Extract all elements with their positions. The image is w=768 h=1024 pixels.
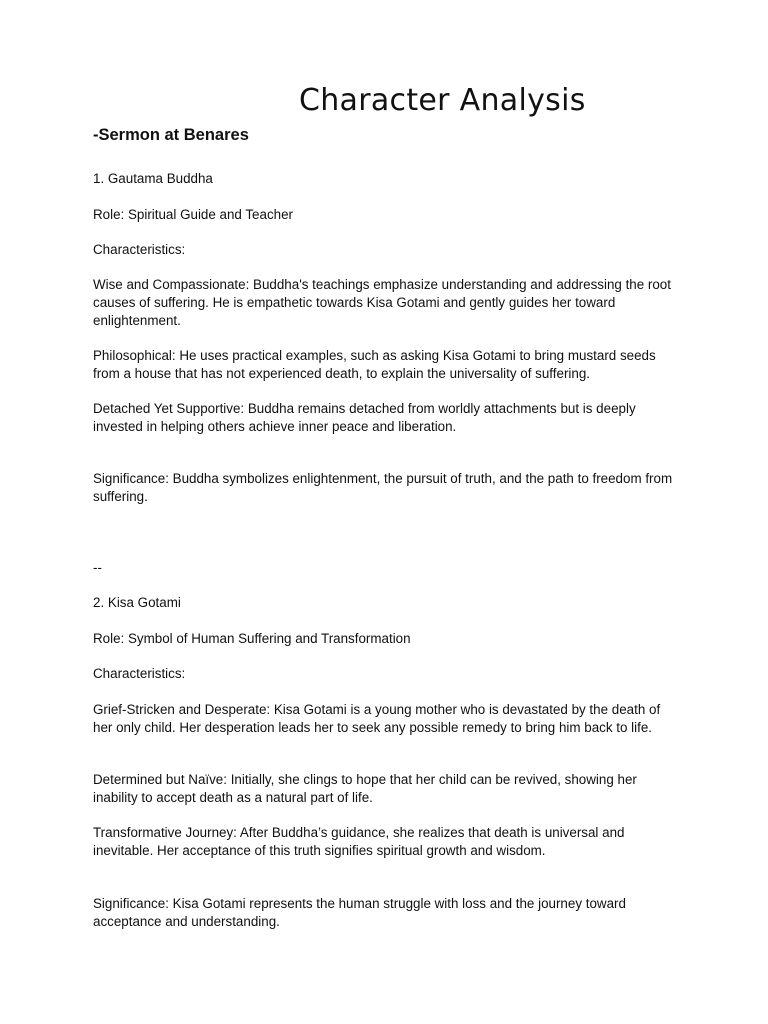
section-heading-kisa: 2. Kisa Gotami [93,595,181,610]
kisa-significance: Significance: Kisa Gotami represents the human struggle with loss and the journey toward acceptance and understanding. [93,896,626,929]
document-title: Character Analysis [299,83,586,118]
buddha-trait-wise: Wise and Compassionate: Buddha's teachings emphasize understanding and addressing the root causes of suffering. He is empathetic towards Kisa Gotami and gently guides her toward enlightenment. [93,277,671,328]
kisa-trait-transformative: Transformative Journey: After Buddha’s guidance, she realizes that death is universal and inevitable. Her acceptance of this truth signifies spiritual growth and wisdom. [93,825,625,858]
buddha-significance: Significance: Buddha symbolizes enlightenment, the pursuit of truth, and the path to freedom from suffering. [93,471,673,504]
buddha-role: Role: Spiritual Guide and Teacher [93,207,293,222]
kisa-role: Role: Symbol of Human Suffering and Transformation [93,631,411,646]
kisa-trait-grief: Grief-Stricken and Desperate: Kisa Gotami is a young mother who is devastated by the death of her only child. Her desperation leads her to seek any possible remedy to bring him back to life. [93,702,661,735]
document-subtitle: -Sermon at Benares [93,126,249,144]
section-separator: -- [93,560,102,575]
buddha-trait-detached: Detached Yet Supportive: Buddha remains detached from worldly attachments but is deeply invested in helping others achieve inner peace and liberation. [93,401,636,434]
kisa-trait-determined: Determined but Naïve: Initially, she clings to hope that her child can be revived, showing her inability to accept death as a natural part of life. [93,772,637,805]
buddha-characteristics-label: Characteristics: [93,242,186,257]
buddha-trait-philosophical: Philosophical: He uses practical examples, such as asking Kisa Gotami to bring mustard seeds from a house that has not experienced death, to explain the universality of suffering. [93,348,656,381]
kisa-characteristics-label: Characteristics: [93,666,186,681]
section-heading-buddha: 1. Gautama Buddha [93,171,213,186]
